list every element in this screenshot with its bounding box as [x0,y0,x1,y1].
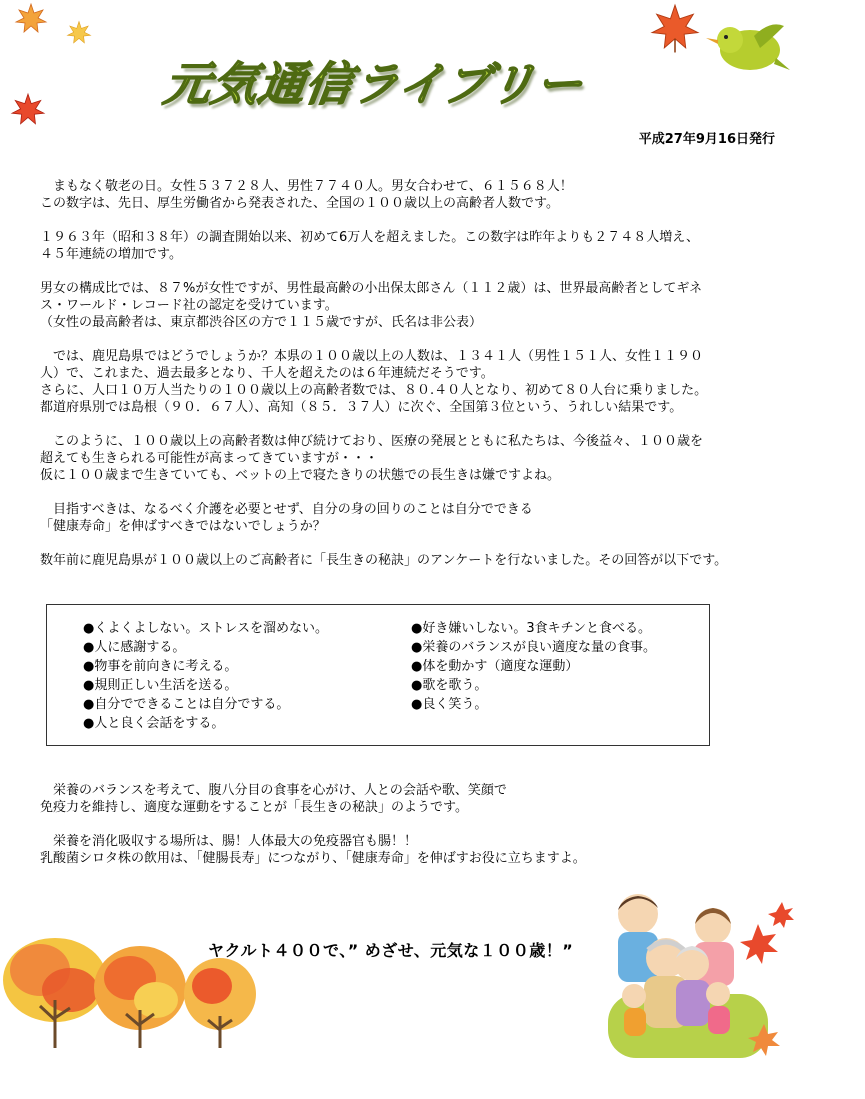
paragraph: まもなく敬老の日。女性５３７２８人、男性７７４０人。男女合わせて、６１５６８人！ この数字は、先日、厚生労働省から発表された、全国の１００歳以上の高齢者人数です。 [40,179,573,211]
list-item: ●好き嫌いしない。3食キチンと食べる。 [411,621,651,636]
paragraph: 目指すべきは、なるべく介護を必要とせず、自分の身の回りのことは自分でできる 「健康寿命」を伸ばすべきではないでしょうか？ [40,502,533,534]
article-body [40,178,800,586]
survey-answers-box [46,604,710,746]
maple-leaf-icon [10,92,46,128]
answers-left-column [83,619,328,733]
closing-text [40,782,800,884]
issue-date: 平成27年9月16日発行 [638,132,775,147]
list-item: ●人と良く会話をする。 [83,716,225,731]
list-item: ●くよくよしない。ストレスを溜めない。 [83,621,328,636]
maple-leaf-icon [646,2,704,54]
list-item: ●物事を前向きに考える。 [83,659,238,674]
maple-leaf-icon [66,20,92,46]
family-illustration-icon [568,884,798,1064]
paragraph: 数年前に鹿児島県が１００歳以上のご高齢者に「長生きの秘訣」のアンケートを行ないました。その回答が以下です。 [40,553,728,568]
bird-icon [704,10,790,78]
answers-right-column [411,619,656,714]
list-item: ●良く笑う。 [411,697,488,712]
list-item: ●栄養のバランスが良い適度な量の食事。 [411,640,656,655]
autumn-trees-icon [0,930,260,1050]
list-item: ●歌を歌う。 [411,678,488,693]
paragraph: 男女の構成比では、８７%が女性ですが、男性最高齢の小出保太郎さん（１１２歳）は、世界最高齢者としてギネ ス・ワールド・レコード社の認定を受けています。 （女性の最高齢者は、東京都渋谷区の方で１１５歳ですが、氏名は非公表） [40,281,703,330]
maple-leaf-icon [14,2,48,36]
paragraph: 栄養のバランスを考えて、腹八分目の食事を心がけ、人との会話や歌、笑顔で 免疫力を維持し、適度な運動をすることが「長生きの秘訣」のようです。 [40,783,507,815]
slogan: ヤクルト４００で、” めざせ、元気な１００歳！” [208,941,574,960]
newsletter-title: 元気通信ライブリー [160,57,587,111]
paragraph: このように、１００歳以上の高齢者数は伸び続けており、医療の発展とともに私たちは、今後益々、１００歳を 超えても生きられる可能性が高まってきていますが・・・ 仮に１００歳まで生きていても、ベットの上で寝たきりの状態での長生きは嫌ですよね。 [40,434,704,483]
list-item: ●体を動かす（適度な運動） [411,659,579,674]
paragraph: 栄養を消化吸収する場所は、腸！人体最大の免疫器官も腸！！ 乳酸菌シロタ株の飲用は、「健腸長寿」につながり、「健康寿命」を伸ばすお役に立ちますよ。 [40,834,586,866]
paragraph: １９６３年（昭和３８年）の調査開始以来、初めて6万人を超えました。この数字は昨年よりも２７４８人増え、 ４５年連続の増加です。 [40,230,700,262]
list-item: ●人に感謝する。 [83,640,186,655]
list-item: ●自分でできることは自分でする。 [83,697,290,712]
paragraph: では、鹿児島県ではどうでしょうか？本県の１００歳以上の人数は、１３４１人（男性１５１人、女性１１９０ 人）で、これまた、過去最多となり、千人を超えたのは６年連続だそうです。 さらに、人口１０万人当たりの１００歳以上の高齢者数では、８０.４０人となり、初めて８０人台に乗りました。 都道府県別では島根（９０．６７人）、高知（８５．３７人）に次ぐ、全国第３位という、うれしい結果です。 [40,349,708,415]
list-item: ●規則正しい生活を送る。 [83,678,238,693]
